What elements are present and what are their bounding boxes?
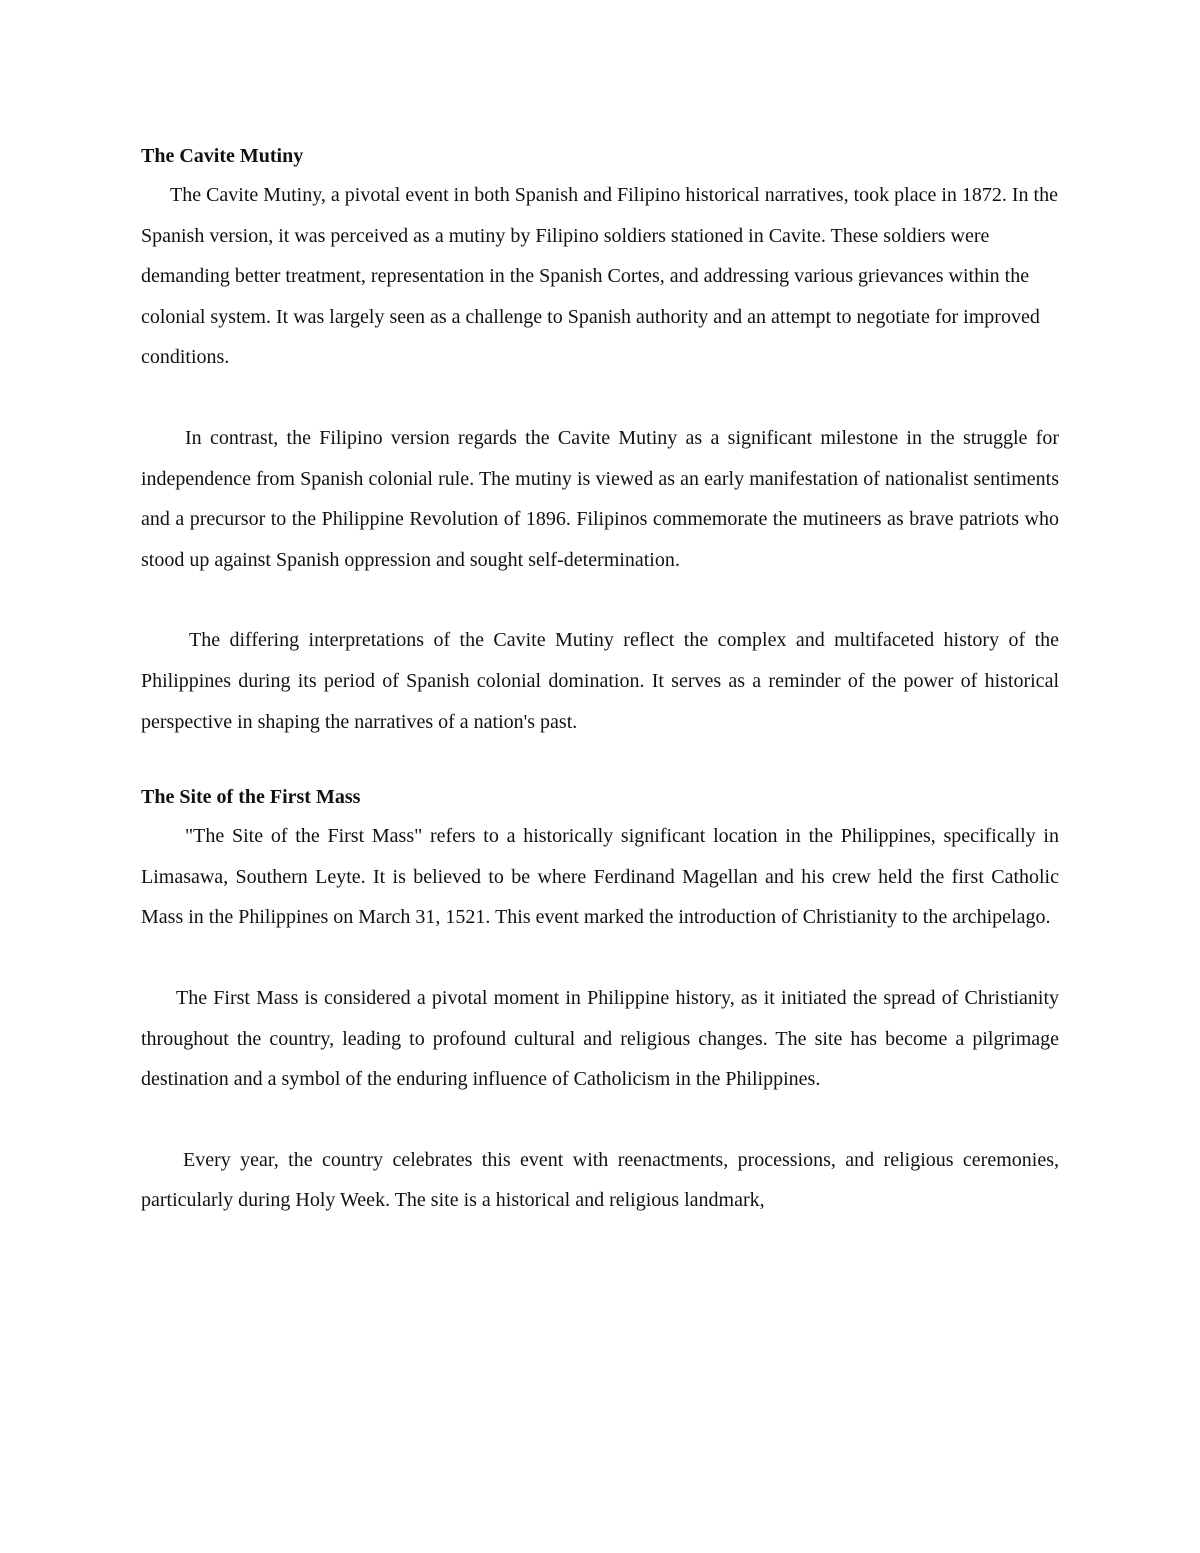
paragraph-spacer bbox=[141, 1100, 1059, 1140]
first-mass-paragraph-3: Every year, the country celebrates this event with reenactments, processions, and religious ceremonies, particularly during Holy Week. The site is a historical and religious landmark, bbox=[141, 1148, 1059, 1212]
paragraph-spacer bbox=[141, 938, 1059, 978]
document-page bbox=[141, 141, 1059, 1221]
section-heading-cavite-mutiny: The Cavite Mutiny bbox=[141, 145, 304, 167]
section-heading-first-mass: The Site of the First Mass bbox=[141, 786, 361, 809]
cavite-paragraph-2: In contrast, the Filipino version regards the Cavite Mutiny as a significant milestone in the struggle for independence from Spanish colonial rule. The mutiny is viewed as an early manifestation of nationalist sentiments and a precursor to the Philippine Revolution of 1896. Filipinos commemorate the mutineers as brave patriots who stood up against Spanish oppression and sought self-determination. bbox=[141, 426, 1059, 571]
first-mass-paragraph-2: The First Mass is considered a pivotal moment in Philippine history, as it initiated the spread of Christianity throughout the country, leading to profound cultural and religious changes. The site has become a pilgrimage destination and a symbol of the enduring influence of Catholicism in the Philippines. bbox=[141, 986, 1059, 1091]
paragraph-spacer bbox=[141, 580, 1059, 620]
section-spacer bbox=[141, 742, 1059, 782]
paragraph-spacer bbox=[141, 378, 1059, 418]
cavite-paragraph-1: The Cavite Mutiny, a pivotal event in both Spanish and Filipino historical narratives, took place in 1872. In the Spanish version, it was perceived as a mutiny by Filipino soldiers stationed in Cavite. These soldiers were demanding better treatment, representation in the Spanish Cortes, and addressing various grievances within the colonial system. It was largely seen as a challenge to Spanish authority and an attempt to negotiate for improved conditions. bbox=[141, 184, 1058, 369]
cavite-paragraph-3: The differing interpretations of the Cavite Mutiny reflect the complex and multifaceted history of the Philippines during its period of Spanish colonial domination. It serves as a reminder of the power of historical perspective in shaping the narratives of a nation's past. bbox=[141, 629, 1059, 733]
first-mass-paragraph-1: "The Site of the First Mass" refers to a historically significant location in the Philippines, specifically in Limasawa, Southern Leyte. It is believed to be where Ferdinand Magellan and his crew held the first Catholic Mass in the Philippines on March 31, 1521. This event marked the introduction of Christianity to the archipelago. bbox=[141, 825, 1059, 929]
